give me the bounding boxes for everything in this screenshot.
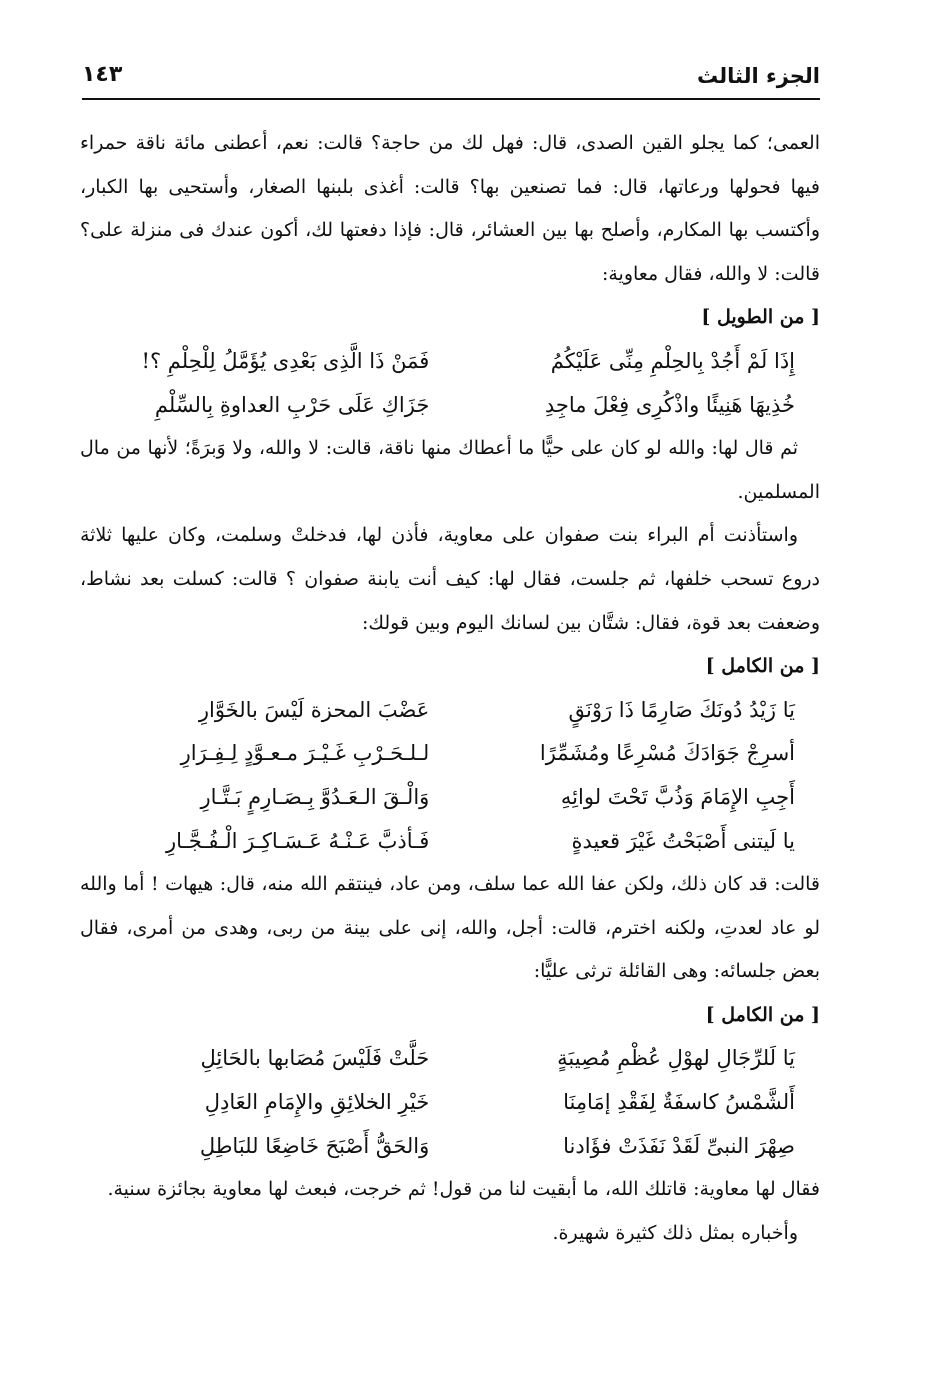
hemistich: إِذَا لَمْ أَجُدْ بِالحِلْمِ مِنِّى عَلَيْكُمُ (550, 348, 795, 373)
hemistich: فَمَنْ ذَا الَّذِى بَعْدِى يُؤَمَّلُ لِلْحِلْمِ ؟! (141, 348, 430, 373)
paragraph: ثم قال لها: والله لو كان على حيًّا ما أعطاك منها ناقة، قالت: لا والله، ولا وَبرَةً؛ لأنها من مال المسلمين. (80, 437, 820, 503)
paragraph: واستأذنت أم البراء بنت صفوان على معاوية، فأذن لها، فدخلتْ وسلمت، وكان عليها ثلاثة دروع تسحب خلفها، ثم جلست، فقال لها: كيف أنت يابنة صفوان ؟ قالت: كسلت بعد نشاط، وضعفت بعد قوة، فقال: شتَّان بين لسانك اليوم وبين قولك: (80, 524, 820, 634)
verse (80, 776, 820, 820)
hemistich: لـلـحَـرْبِ غَـيْـرَ مـعـوَّدٍ لِـفِـرَارِ (180, 741, 430, 766)
hemistich: يا لَيتنى أَصْبَحْتُ غَيْرَ قعيدةٍ (571, 828, 795, 853)
verse (80, 1037, 820, 1081)
hemistich: صِهْرَ النبىِّ لَقَدْ نَفَذَتْ فؤَادنا (563, 1133, 795, 1158)
poem (80, 689, 820, 863)
poem (80, 1037, 820, 1168)
hemistich: أسرِجْ جَوَادَكَ مُسْرِعًا ومُشَمِّرًا (539, 741, 795, 766)
hemistich: عَضْبَ المحزة لَيْسَ بالخَوَّارِ (198, 697, 430, 722)
paragraph: وأخباره بمثل ذلك كثيرة شهيرة. (552, 1221, 798, 1244)
verse (80, 689, 820, 733)
hemistich: فَـأذبَّ عَـنْـهُ عَـسَـاكِـرَ الْـفُـجَّـارِ (166, 828, 430, 853)
verse (80, 732, 820, 776)
verse (80, 1125, 820, 1169)
hemistich: وَالحَقُّ أَصْبَحَ خَاضِعًا للبَاطِلِ (199, 1133, 430, 1158)
verse (80, 1081, 820, 1125)
running-header (82, 58, 820, 100)
meter-label: [ من الطويل ] (701, 306, 820, 329)
hemistich: حَلَّتْ فَلَيْسَ مُصَابها بالحَائِلِ (200, 1046, 430, 1071)
meter-label: [ من الكامل ] (705, 655, 820, 678)
section-title: الجزء الثالث (697, 64, 820, 88)
verse (80, 384, 820, 428)
page-body (80, 122, 820, 1255)
verse (80, 340, 820, 384)
page-number: ١٤٣ (82, 62, 123, 87)
meter-label: [ من الكامل ] (705, 1003, 820, 1026)
hemistich: خُذِيهَا هَنِيئًا واذْكُرِى فِعْلَ ماجِدِ (544, 392, 795, 417)
hemistich: خَيْرِ الخلائِقِ والإِمَامِ العَادِلِ (204, 1090, 430, 1115)
poem (80, 340, 820, 427)
hemistich: وَالْـقَ الـعَـدُوَّ بِـصَـارِمٍ بَـتَّـارِ (200, 784, 430, 809)
paragraph: قالت: قد كان ذلك، ولكن عفا الله عما سلف، ومن عاد، فينتقم الله منه، قال: هيهات ! أما والله لو عاد لعدتِ، ولكنه اخترم، قالت: أجل، والله، إنى على بينة من ربى، وهدى من أمرى، فقال بعض جلسائه: وهى القائلة ترثى عليًّا: (80, 873, 820, 983)
paragraph: العمى؛ كما يجلو القين الصدى، قال: فهل لك من حاجة؟ قالت: نعم، أعطنى مائة ناقة حمراء فيها فحولها ورعاتها، قال: فما تصنعين بها؟ قالت: أغذى بلبنها الصغار، وأستحيى بها الكبار، وأكتسب بها المكارم، وأصلح بها بين العشائر، قال: فإذا دفعتها لك، أكون عندك فى منزلة على؟ قالت: لا والله، فقال معاوية: (80, 132, 820, 285)
hemistich: أَجِبِ الإِمَامَ وَذُبَّ تَحْتَ لوائِهِ (560, 784, 795, 809)
hemistich: أَلشَّمْسُ كاسفَةٌ لِفَقْدِ إمَامِنَا (563, 1090, 795, 1115)
paragraph: فقال لها معاوية: قاتلك الله، ما أبقيت لنا من قول! ثم خرجت، فبعث لها معاوية بجائزة سنية. (107, 1178, 820, 1201)
hemistich: يَا زَيْدُ دُونَكَ صَارِمًا ذَا رَوْنَقٍ (568, 697, 795, 722)
verse (80, 820, 820, 864)
hemistich: يَا لَلرِّجَالِ لهوْلِ عُظْمِ مُصِيبَةٍ (557, 1046, 795, 1071)
hemistich: جَزَاكِ عَلَى حَرْبِ العداوةِ بِالسِّلْمِ (154, 392, 430, 417)
